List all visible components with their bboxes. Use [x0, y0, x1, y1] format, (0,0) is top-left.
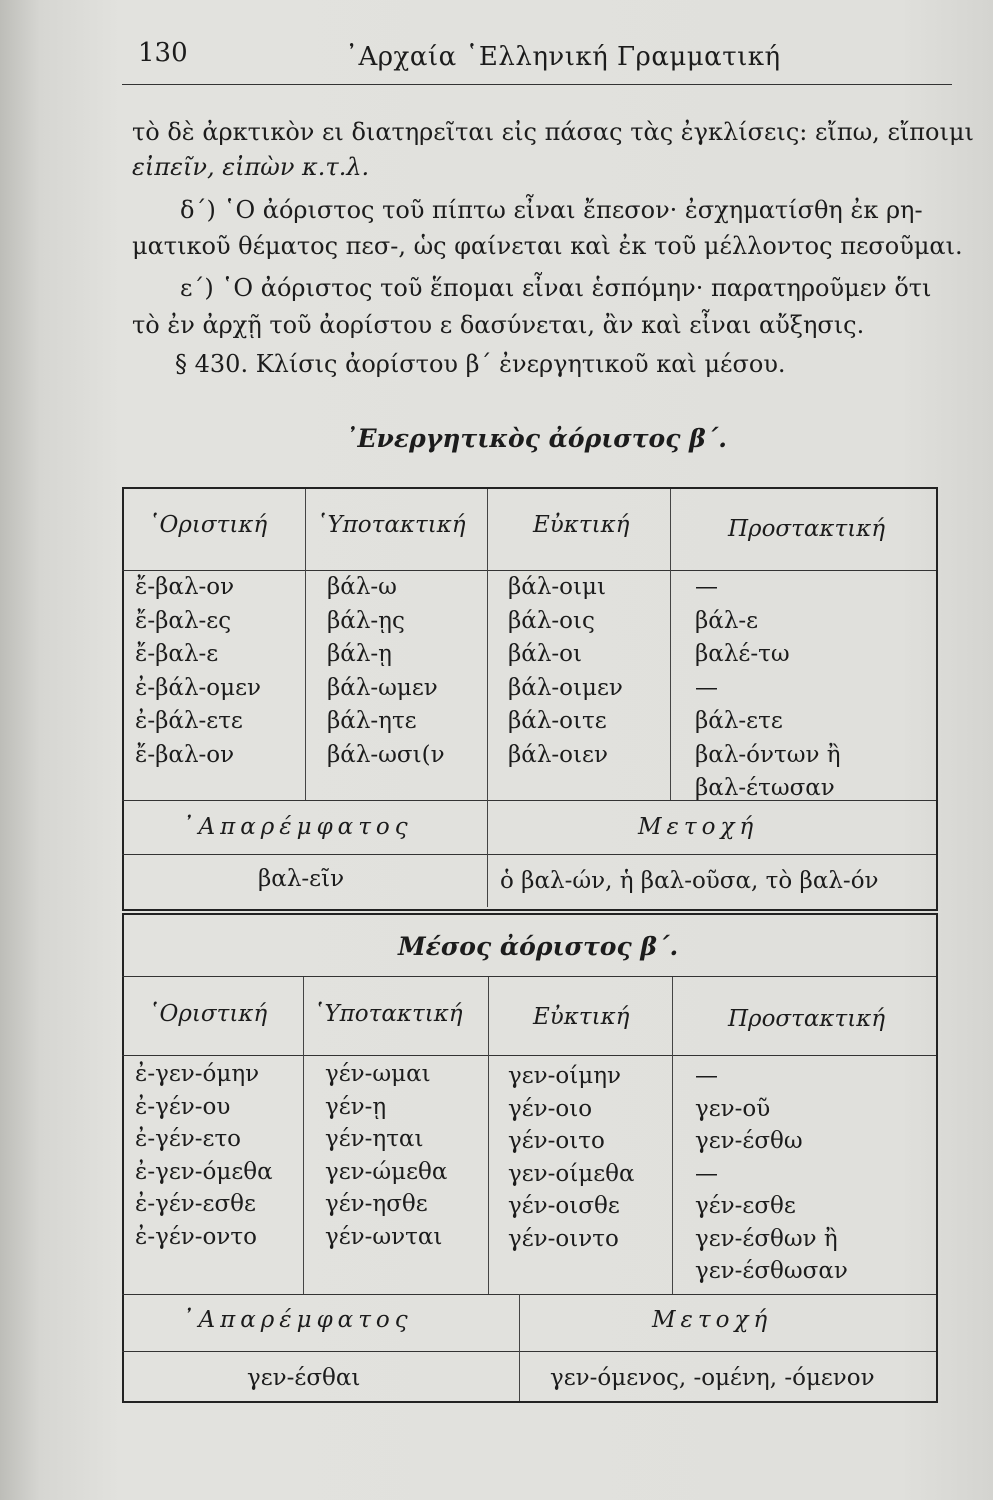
- form-cell: γεν-οῦ: [695, 1095, 771, 1122]
- form-cell: βάλ-ῃ: [327, 641, 392, 667]
- header-rule: [122, 84, 952, 85]
- optative-column: [508, 1060, 635, 1255]
- form-cell: βάλ-ω: [327, 574, 397, 600]
- form-cell: ἔ-βαλ-ον: [135, 741, 235, 768]
- form-cell: βαλ-όντων ἢ: [695, 741, 841, 768]
- table-rule: [122, 1294, 936, 1295]
- table-rule: [305, 489, 306, 800]
- form-cell: ἐ-γεν-όμην: [135, 1061, 260, 1087]
- form-cell: βάλ-ωμεν: [327, 674, 438, 701]
- participle-label: Μετοχή: [652, 1307, 773, 1333]
- column-header: ῾Υποτακτική: [316, 512, 466, 538]
- form-cell: γέν-ησθε: [325, 1191, 428, 1217]
- form-cell: ἐ-βάλ-ετε: [135, 708, 243, 734]
- form-cell: βάλ-ετε: [695, 708, 783, 734]
- column-header: ῾Οριστική: [148, 1001, 268, 1027]
- form-cell: γεν-οίμην: [508, 1063, 621, 1089]
- form-cell: γέν-οιντο: [508, 1225, 619, 1252]
- form-cell: γέν-ωμαι: [325, 1061, 431, 1087]
- form-cell: γέν-οισθε: [508, 1193, 620, 1219]
- form-cell: —: [695, 1160, 718, 1187]
- table-rule: [487, 489, 488, 907]
- table-rule: [122, 854, 936, 855]
- form-cell: γεν-έσθω: [695, 1128, 803, 1154]
- form-cell: βάλ-οις: [508, 607, 595, 634]
- running-title: ᾿Αρχαία ῾Ελληνική Γραμματική: [345, 42, 781, 72]
- form-cell: βαλέ-τω: [695, 641, 790, 667]
- form-cell: βάλ-ωσι(ν: [327, 741, 445, 768]
- text-line: ματικοῦ θέματος πεσ-, ὡς φαίνεται καὶ ἐκ τοῦ μέλλοντος πεσοῦμαι.: [132, 232, 963, 260]
- page-number: 130: [138, 38, 188, 68]
- imperative-column: [695, 571, 841, 806]
- text-line: εἰπεῖν, εἰπὼν κ.τ.λ.: [132, 153, 370, 181]
- form-cell: ἐ-γέν-εσθε: [135, 1191, 256, 1217]
- form-cell: γεν-οίμεθα: [508, 1160, 635, 1187]
- form-cell: βάλ-ε: [695, 607, 759, 634]
- form-cell: βάλ-οιτε: [508, 708, 607, 734]
- infinitive-form: γεν-έσθαι: [247, 1365, 361, 1391]
- imperative-column: [695, 1060, 848, 1288]
- subjunctive-column: [325, 1058, 447, 1253]
- form-cell: ἐ-γέν-οντο: [135, 1223, 257, 1250]
- form-cell: —: [695, 1063, 718, 1089]
- form-cell: βάλ-ῃς: [327, 607, 405, 634]
- column-header: Προστακτική: [728, 1006, 886, 1032]
- form-cell: ἔ-βαλ-ε: [135, 641, 219, 667]
- form-cell: βάλ-οιμι: [508, 574, 607, 600]
- optative-column: [508, 571, 623, 772]
- participle-forms: γεν-όμενος, -ομένη, -όμενον: [550, 1365, 875, 1391]
- middle-table-title: Μέσος ἀόριστος β´.: [398, 932, 679, 961]
- infinitive-form: βαλ-εῖν: [258, 866, 345, 892]
- table-rule: [303, 977, 304, 1294]
- form-cell: ἔ-βαλ-ες: [135, 607, 232, 634]
- text-line: ε´) ῾Ο ἀόριστος τοῦ ἕπομαι εἶναι ἑσπόμην· παρατηροῦμεν ὅτι: [180, 274, 932, 302]
- form-cell: βάλ-οι: [508, 641, 583, 667]
- table-rule: [122, 1055, 936, 1056]
- indicative-column: [135, 1058, 273, 1253]
- participle-label: Μετοχή: [638, 814, 759, 840]
- text-line: τὸ δὲ ἀρκτικὸν ει διατηρεῖται εἰς πάσας τὰς ἐγκλίσεις: εἴπω, εἴποιμι: [132, 118, 974, 146]
- table-rule: [672, 977, 673, 1294]
- section-heading: § 430. Κλίσις ἀορίστου β´ ἐνεργητικοῦ καὶ μέσου.: [175, 350, 786, 378]
- form-cell: γέν-εσθε: [695, 1193, 796, 1219]
- table-rule: [488, 977, 489, 1294]
- form-cell: γέν-οιο: [508, 1095, 593, 1122]
- form-cell: ἐ-βάλ-ομεν: [135, 674, 261, 701]
- form-cell: γέν-ωνται: [325, 1223, 443, 1250]
- form-cell: —: [695, 674, 718, 701]
- table-rule: [519, 1294, 520, 1401]
- form-cell: γέν-οιτο: [508, 1128, 605, 1154]
- form-cell: γεν-ώμεθα: [325, 1158, 448, 1185]
- table-rule: [670, 489, 671, 800]
- table-rule: [122, 1351, 936, 1352]
- form-cell: βάλ-ητε: [327, 708, 417, 734]
- form-cell: βάλ-οιμεν: [508, 674, 623, 701]
- indicative-column: [135, 571, 261, 772]
- table-rule: [122, 976, 936, 977]
- form-cell: ἐ-γέν-ου: [135, 1093, 231, 1120]
- form-cell: —: [695, 574, 718, 600]
- form-cell: βαλ-έτωσαν: [695, 775, 835, 801]
- participle-forms: ὁ βαλ-ών, ἡ βαλ-οῦσα, τὸ βαλ-όν: [500, 868, 879, 894]
- form-cell: γέν-ηται: [325, 1126, 424, 1152]
- column-header: Εὐκτική: [533, 512, 630, 538]
- form-cell: βάλ-οιεν: [508, 741, 608, 768]
- column-header: Εὐκτική: [533, 1004, 630, 1030]
- column-header: Προστακτική: [728, 516, 886, 542]
- column-header: ῾Υποτακτική: [313, 1001, 463, 1027]
- column-header: ῾Οριστική: [148, 512, 268, 538]
- active-table-title: ᾿Ενεργητικὸς ἀόριστος β´.: [345, 424, 727, 453]
- form-cell: γεν-έσθων ἢ: [695, 1225, 838, 1252]
- text-line: δ´) ῾Ο ἀόριστος τοῦ πίπτω εἶναι ἔπεσον· ἐσχηματίσθη ἐκ ρη-: [180, 196, 923, 224]
- form-cell: γέν-ῃ: [325, 1093, 387, 1120]
- form-cell: ἔ-βαλ-ον: [135, 574, 235, 600]
- subjunctive-column: [327, 571, 445, 772]
- infinitive-label: ᾿Απαρέμφατος: [182, 1307, 413, 1333]
- form-cell: ἐ-γέν-ετο: [135, 1126, 242, 1152]
- infinitive-label: ᾿Απαρέμφατος: [182, 814, 413, 840]
- form-cell: ἐ-γεν-όμεθα: [135, 1158, 273, 1185]
- text-line: τὸ ἐν ἀρχῇ τοῦ ἀορίστου ε δασύνεται, ἂν καὶ εἶναι αὔξησις.: [132, 311, 865, 339]
- form-cell: γεν-έσθωσαν: [695, 1258, 848, 1284]
